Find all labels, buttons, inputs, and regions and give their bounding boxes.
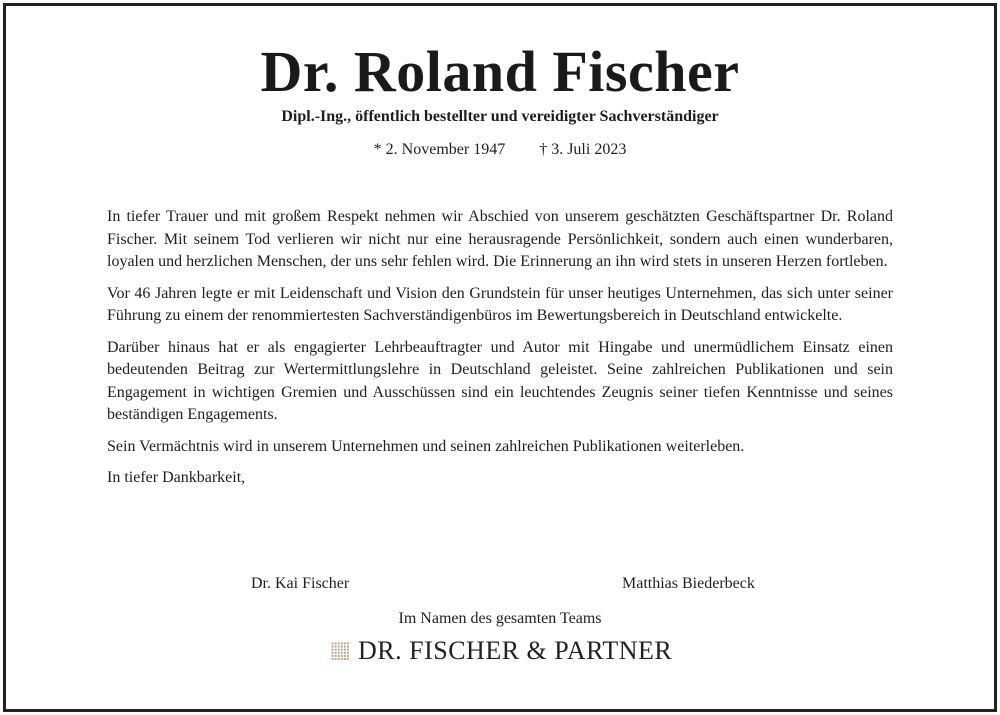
deceased-name: Dr. Roland Fischer [260, 39, 740, 104]
team-line: Im Namen des gesamten Teams [398, 610, 602, 627]
company-name: DR. FISCHER & PARTNER [358, 636, 673, 665]
grid-logo-icon [331, 642, 350, 661]
life-dates [0, 141, 1000, 159]
paragraph: Vor 46 Jahren legte er mit Leidenschaft und Vision den Grundstein für unser heutiges Unternehmen, das sich unter seiner Führung zu einem der renommiertesten Sachverständigenbüros im Bewertungsbereich in Deutschland entwickelte. [107, 284, 893, 324]
paragraph: In tiefer Trauer und mit großem Respekt nehmen wir Abschied von unserem geschätzten Geschäftspartner Dr. Roland Fischer. Mit seinem Tod verlieren wir nicht nur eine herausragende Persönlichkeit, sondern auch einen wunderbaren, loyalen und herzlichen Menschen, der uns sehr fehlen wird. Die Erinnerung an ihn wird stets in unseren Herzen fortleben. [107, 208, 893, 270]
notice-text [107, 206, 893, 499]
company-brand [331, 636, 672, 666]
closing-line: In tiefer Dankbarkeit, [107, 469, 246, 486]
signature-right: Matthias Biederbeck [622, 575, 755, 592]
death-date: † 3. Juli 2023 [539, 141, 627, 158]
paragraph: Darüber hinaus hat er als engagierter Lehrbeauftragter und Autor mit Hingabe und unermüdlichem Einsatz einen bedeutenden Beitrag zur Wertermittlungslehre in Deutschland geleistet. Seine zahlreichen Publikationen und sein Engagement in wichtigen Gremien und Ausschüssen sind ein leuchtendes Zeugnis seiner tiefen Kenntnisse und seines beständigen Engagements. [107, 338, 893, 423]
deceased-title: Dipl.-Ing., öffentlich bestellter und vereidigter Sachverständiger [281, 108, 719, 125]
paragraph: Sein Vermächtnis wird in unserem Unternehmen und seinen zahlreichen Publikationen weiterleben. [107, 437, 745, 455]
signature-left: Dr. Kai Fischer [251, 575, 350, 592]
birth-date: * 2. November 1947 [373, 141, 506, 158]
